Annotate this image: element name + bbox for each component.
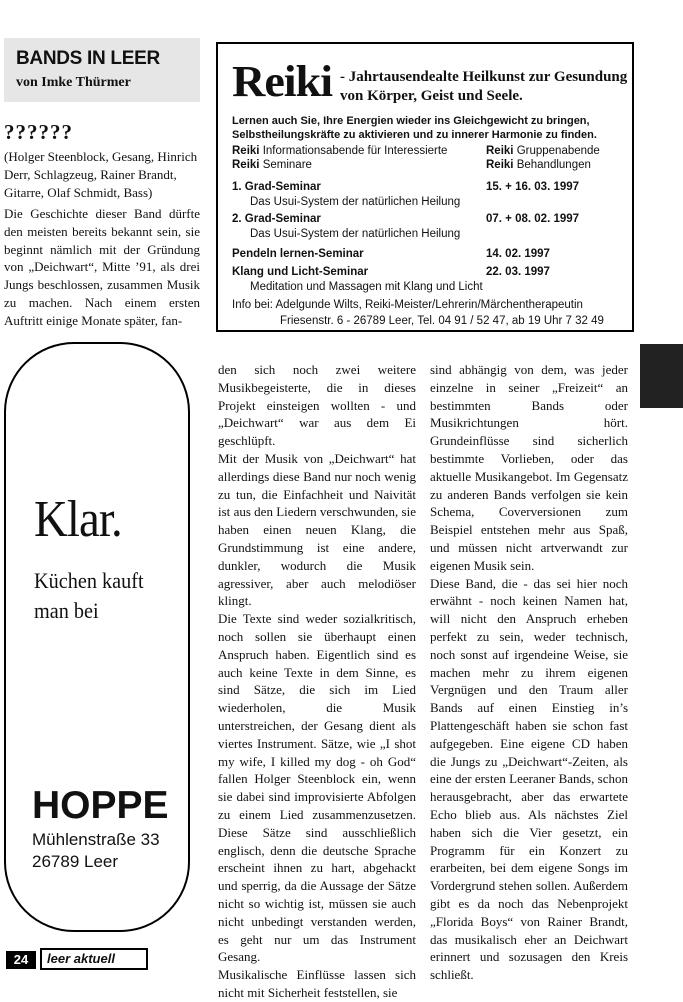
reiki-offer-1: Reiki Informationsabende für Interessierte xyxy=(232,145,448,157)
reiki-offer-2: Reiki Gruppenabende xyxy=(486,145,600,157)
hoppe-brand: HOPPE xyxy=(32,784,169,827)
seminar-2-date: 07. + 08. 02. 1997 xyxy=(486,213,580,225)
band-name-heading: ?????? xyxy=(4,120,73,144)
hoppe-kitchen-advertisement xyxy=(4,342,190,932)
reiki-tagline: - Jahrtausendealte Heilkunst zur Gesundung von Körper, Geist und Seele. xyxy=(340,69,628,104)
seminar-2-subtitle: Das Usui-System der natürlichen Heilung xyxy=(250,228,461,240)
reiki-address: Friesenstr. 6 - 26789 Leer, Tel. 04 91 / 52 47, ab 19 Uhr 7 32 49 xyxy=(280,315,604,327)
seminar-4-title: Klang und Licht-Seminar xyxy=(232,266,369,278)
reiki-offer-4: Reiki Behandlungen xyxy=(486,159,591,171)
klar-headline: Klar. xyxy=(34,491,122,548)
magazine-name: leer aktuell xyxy=(40,948,148,970)
section-title: BANDS IN LEER xyxy=(16,48,160,69)
hoppe-street: Mühlenstraße 33 xyxy=(32,830,160,849)
paragraph: Die Texte sind weder sozialkritisch, noch sollen sie überhaupt einen Anspruch haben. Eigentlich sind es auch keine Texte in dem Sinne, es sind Sätze, die sich im Lied wiederholen, die Musik unterstreichen, der Gesang dient als viertes Instrument. Sätze, wie „I shot my wife, I killed my dog - oh God“ fallen Holger Steenblock ein, wenn sie dabei sind improvisierte Abfolgen zu einem Lied zusammenzusetzen. Diese Sätze sind ausschließlich englisch, denn die deutsche Sprache erscheint ihnen zu hart, abgehackt und sperrig, da die Aussage der Sätze nicht so wichtig ist, müssen sie auch nicht unbedingt verstanden werden, es geht nur um das Instrument Gesang. xyxy=(218,611,416,965)
article-column-3 xyxy=(430,361,628,984)
seminar-1-title: 1. Grad-Seminar xyxy=(232,181,321,193)
page-number: 24 xyxy=(6,951,36,969)
reiki-logo: Reiki xyxy=(232,57,332,106)
paragraph: Mit der Musik von „Deichwart“ hat allerdings diese Band nur noch wenig zu tun, die Einfachheit und Naivität ist aus den Liedern verschwunden, sie haben einen neuen Klang, die Grundstimmung ist eine andere, dunkler, wodurch die Musik agressiver, aber auch melodiöser klingt. xyxy=(218,450,416,609)
page-edge-tab xyxy=(640,344,683,408)
paragraph: Musikalische Einflüsse lassen sich nicht mit Sicherheit feststellen, sie xyxy=(218,967,416,1000)
seminar-3-date: 14. 02. 1997 xyxy=(486,248,550,260)
article-column-1: Die Geschichte dieser Band dürfte den meisten bereits bekannt sein, sie beginnt nämlich mit der Gründung von „Deichwart“, Mitte ’91, als drei Jungs beschlossen, zusammen Musik zu machen. Nach einem ersten Auftritt einige Monate später, fan- xyxy=(4,206,200,328)
reiki-contact: Info bei: Adelgunde Wilts, Reiki-Meister/Lehrerin/Märchentherapeutin xyxy=(232,299,583,311)
paragraph: den sich noch zwei weitere Musikbegeisterte, die in dieses Projekt einsteigen wollten - und „Deichwart“ war aus dem Ei geschlüpft. xyxy=(218,362,416,449)
seminar-2-title: 2. Grad-Seminar xyxy=(232,213,321,225)
article-column-2 xyxy=(218,361,416,1002)
reiki-offer-3: Reiki Seminare xyxy=(232,159,312,171)
klar-subline: Küchen kauft man bei xyxy=(34,568,144,623)
reiki-advertisement xyxy=(216,42,634,332)
hoppe-city: 26789 Leer xyxy=(32,852,119,871)
band-members: (Holger Steenblock, Gesang, Hinrich Derr, Schlagzeug, Rainer Brandt, Gitarre, Olaf Schmidt, Bass) xyxy=(4,149,198,200)
seminar-3-title: Pendeln lernen-Seminar xyxy=(232,248,364,260)
reiki-intro: Lernen auch Sie, Ihre Energien wieder ins Gleichgewicht zu bringen, Selbstheilungskräfte zu aktivieren und zu innerer Harmonie zu finden. xyxy=(232,115,597,141)
author-byline: von Imke Thürmer xyxy=(16,75,131,90)
seminar-4-subtitle: Meditation und Massagen mit Klang und Licht xyxy=(250,281,483,293)
seminar-1-date: 15. + 16. 03. 1997 xyxy=(486,181,580,193)
paragraph: sind abhängig von dem, was jeder einzelne in seiner „Freizeit“ an bestimmten Bands oder Musikrichtungen hört. Grundeinflüsse sind sicherlich bestimmte Vorlieben, oder das aktuelle Musikangebot. Im Gegensatz zu anderen Bands verfolgen sie kein Schema, Coverversionen zum Beispiel entstehen mehr aus Spaß, und müssen nicht artverwandt zur eigenen Musik sein. xyxy=(430,362,628,573)
paragraph: Diese Band, die - das sei hier noch erwähnt - noch keinen Namen hat, will nicht den Anspruch erheben perfekt zu sein, weder technisch, noch sonst auf irgendeine Weise, sie machen mehr zu ihrem eigenen Vergnügen und den Traum aller Bands auf einen Einstieg in’s Plattengeschäft haben sie schon fast aufgegeben. Eine eigene CD haben die Jungs zu „Deichwart“-Zeiten, als eine der ersten Leeraner Bands, schon herausgebracht, aber das erwartete Echo blieb aus. Als nächstes Ziel haben sich die Vier gesetzt, ein Programm für ein Konzert zu erarbeiten, bei dem eigene Songs im Vordergrund stehen sollen. Außerdem gibt es da noch das Nebenprojekt „Florida Boys“ von Rainer Brandt, das musikalisch eher an Deichwart erinnert und sozusagen den Kreis schließt. xyxy=(430,575,628,983)
seminar-4-date: 22. 03. 1997 xyxy=(486,266,550,278)
seminar-1-subtitle: Das Usui-System der natürlichen Heilung xyxy=(250,196,461,208)
